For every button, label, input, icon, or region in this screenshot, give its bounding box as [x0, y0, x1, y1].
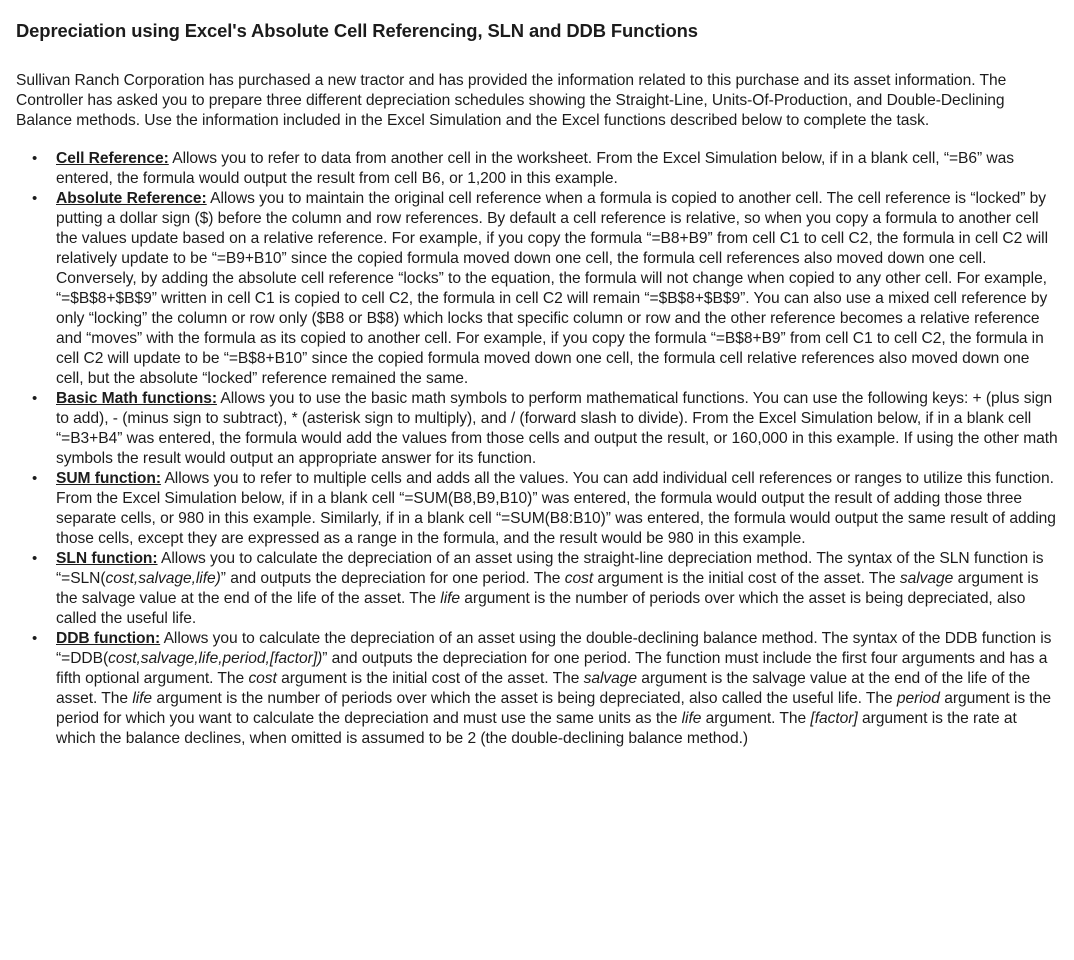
arg-cost: cost: [248, 670, 277, 687]
item-description: Allows you to maintain the original cell reference when a formula is copied to another cell. The cell reference is “locked” by putting a dollar sign ($) before the column and row references. By default a cell reference is relative, so when you copy a formula to another cell the values update based on a relative reference. For example, if you copy the formula “=B8+B9” from cell C1 to cell C2, the formula in cell C2 will relatively update to be “=B9+B10” since the copied formula moved down one cell, the formula cell references also moved down one cell. Conversely, by adding the absolute cell reference “locks” to the equation, the formula will not change when copied to any other cell. For example, “=$B$8+$B$9” written in cell C1 is copied to cell C2, the formula in cell C2 will remain “=$B$8+$B$9”. You can also use a mixed cell reference by only “locking” the column or row only ($B8 or B$8) which locks that specific column or row and the other reference becomes a relative reference and “moves” with the formula as its copied to another cell. For example, if you copy the formula “=B$8+B9” from cell C1 to cell C2, the formula in cell C2 will update to be “=B$8+B10” since the copied formula moved down one cell, the formula cell relative references also moved down one cell, but the absolute “locked” reference remained the same.: [56, 190, 1049, 387]
arg-life: life: [440, 590, 461, 607]
ddb-arguments: cost,salvage,life,period,[factor]): [108, 650, 323, 667]
term-cell-reference: Cell Reference:: [56, 150, 169, 167]
bullet-icon: •: [32, 190, 38, 207]
list-item-absolute-reference: [32, 189, 1058, 389]
item-description: Allows you to calculate the depreciation of an asset using the straight-line depreciation method. The syntax of the SLN function is “=SLN(: [56, 550, 1044, 587]
item-description: argument is the initial cost of the asset. The: [593, 570, 900, 587]
list-item-basic-math: [32, 389, 1058, 469]
item-description: argument is the salvage value at the end of the life of the asset. The: [56, 570, 1039, 607]
arg-salvage: salvage: [899, 570, 954, 587]
term-sln-function: SLN function:: [56, 550, 158, 567]
list-item-sum-function: [32, 469, 1058, 549]
sln-arguments: cost,salvage,life): [105, 570, 221, 587]
item-description: Allows you to calculate the depreciation of an asset using the double-declining balance method. The syntax of the DDB function is “=DDB(: [56, 630, 1052, 667]
arg-cost: cost: [564, 570, 594, 587]
item-description: argument is the initial cost of the asset. The: [276, 670, 584, 687]
bullet-icon: •: [32, 630, 38, 647]
item-description: ” and outputs the depreciation for one period. The: [220, 570, 565, 587]
term-absolute-reference: Absolute Reference:: [56, 190, 207, 207]
item-description: ” and outputs the depreciation for one period. The function must include the first four arguments and has a fifth optional argument. The: [56, 650, 1048, 687]
item-description: argument is the rate at which the balance declines, when omitted is assumed to be 2 (the double-declining balance method.): [56, 710, 1017, 747]
item-description: argument is the period for which you want to calculate the depreciation and must use the same units as the: [56, 690, 1051, 727]
item-description: argument is the number of periods over which the asset is being depreciated, also called the useful life.: [56, 590, 1026, 627]
page-title: Depreciation using Excel's Absolute Cell Referencing, SLN and DDB Functions: [16, 20, 698, 41]
item-description: Allows you to use the basic math symbols to perform mathematical functions. You can use the following keys: + (plus sign to add), - (minus sign to subtract), * (asterisk sign to multiply), and / (forward slash to divide). From the Excel Simulation below, if in a blank cell “=B3+B4” was entered, the formula would add the values from those cells and output the result, or 160,000 in this example. If using the other math symbols the result would output an appropriate answer for its function.: [56, 390, 1058, 467]
intro-paragraph: Sullivan Ranch Corporation has purchased a new tractor and has provided the information related to this purchase and its asset information. The Controller has asked you to prepare three different depreciation schedules showing the Straight-Line, Units-Of-Production, and Double-Declining Balance methods. Use the information included in the Excel Simulation and the Excel functions described below to complete the task.: [16, 72, 1007, 129]
arg-period: period: [896, 690, 940, 707]
term-basic-math: Basic Math functions:: [56, 390, 217, 407]
item-description: Allows you to refer to multiple cells and adds all the values. You can add individual cell references or ranges to utilize this function. From the Excel Simulation below, if in a blank cell “=SUM(B8,B9,B10)” was entered, the formula would output the result of adding those three separate cells, or 980 in this example. Similarly, if in a blank cell “=SUM(B8:B10)” was entered, the formula would output the same result of adding those cells, except they are expressed as a range in the formula, and the result would be 980 in this example.: [56, 470, 1056, 547]
arg-salvage: salvage: [583, 670, 637, 687]
list-item-ddb-function: [32, 629, 1058, 749]
arg-factor: [factor]: [810, 710, 858, 727]
list-item-sln-function: [32, 549, 1058, 629]
list-item-cell-reference: [32, 149, 1058, 189]
item-description: argument is the number of periods over which the asset is being depreciated, also called the useful life. The: [152, 690, 897, 707]
arg-life: life: [132, 690, 153, 707]
bullet-icon: •: [32, 150, 38, 167]
item-description: argument is the salvage value at the end of the life of the asset. The: [56, 670, 1031, 707]
bullet-icon: •: [32, 470, 38, 487]
term-ddb-function: DDB function:: [56, 630, 161, 647]
arg-life: life: [681, 710, 702, 727]
bullet-icon: •: [32, 550, 38, 567]
item-description: argument. The: [701, 710, 811, 727]
term-sum-function: SUM function:: [56, 470, 162, 487]
item-description: Allows you to refer to data from another cell in the worksheet. From the Excel Simulation below, if in a blank cell, “=B6” was entered, the formula would output the result from cell B6, or 1,200 in this example.: [56, 150, 1015, 187]
bullet-icon: •: [32, 390, 38, 407]
function-list: [16, 149, 1058, 749]
